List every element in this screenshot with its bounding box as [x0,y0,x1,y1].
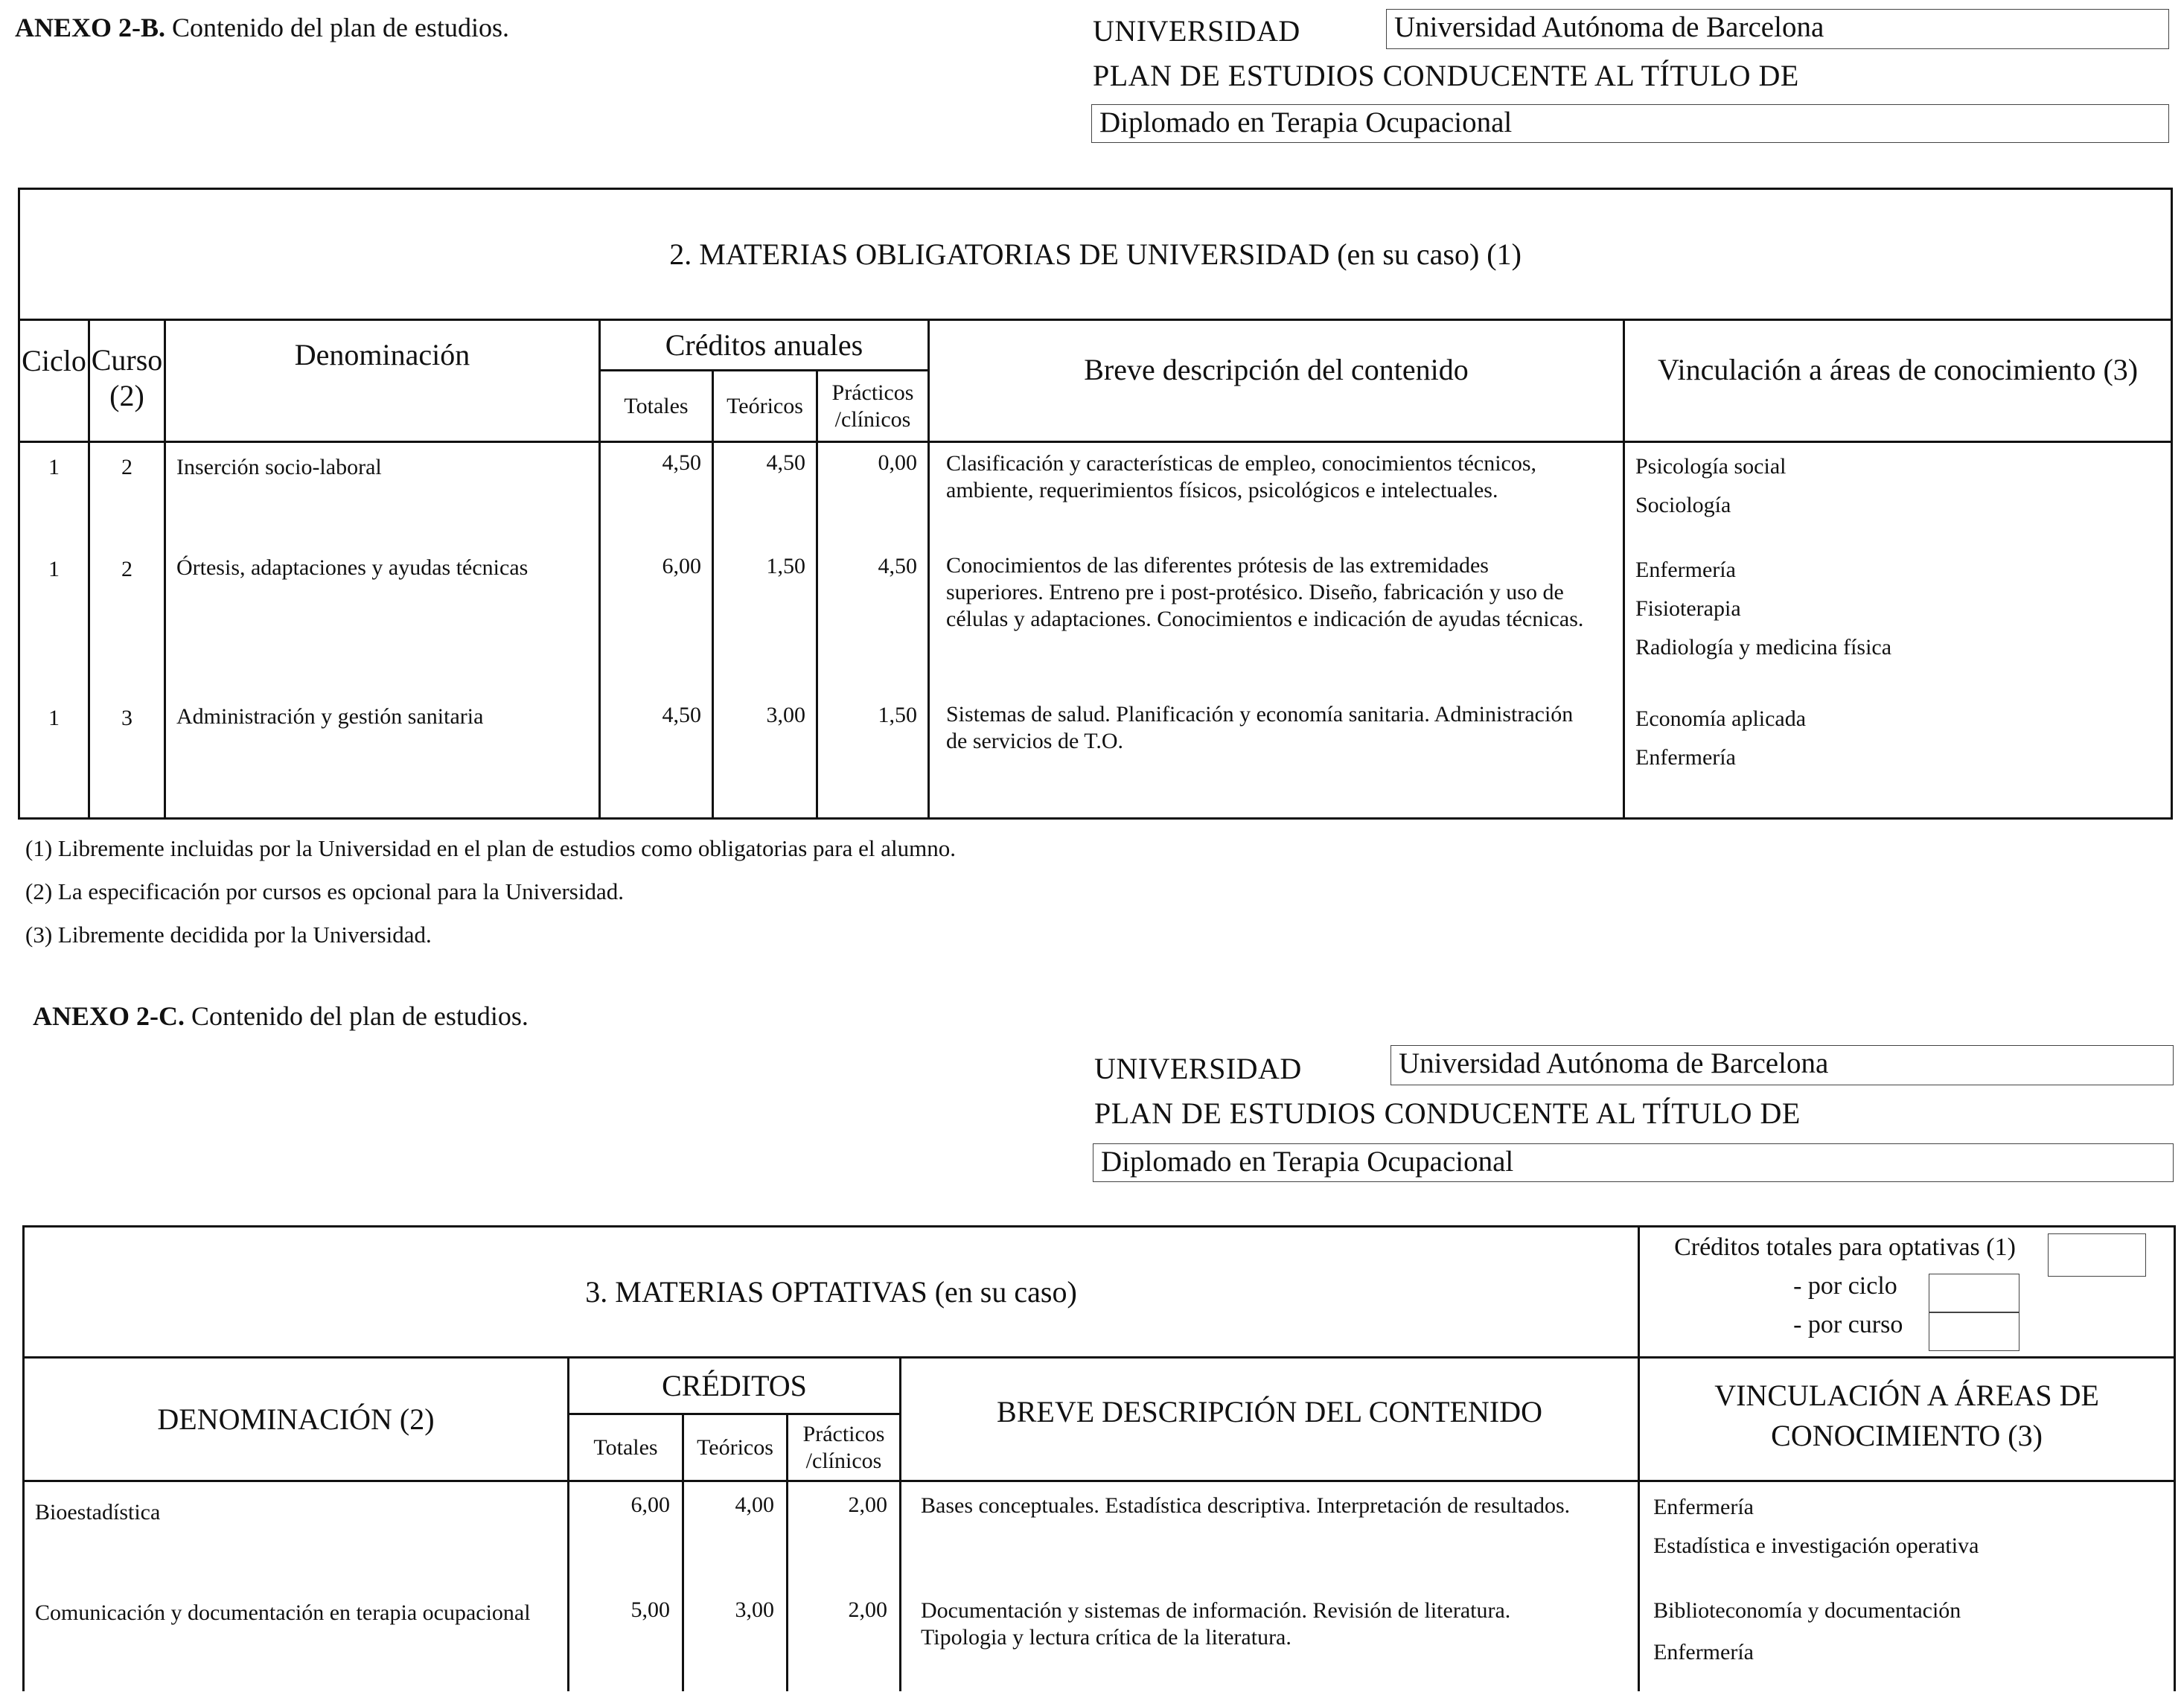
table-row [19,442,2172,551]
por-curso-input[interactable] [1929,1312,2019,1351]
row-descripcion: Conocimientos de las diferentes prótesis de las extremidades superiores. Entreno pre i post-protésico. Diseño, fabricación y uso de células y adaptaciones. Conocimientos e indicación de ayudas técnicas. [929,551,1624,700]
row-practicos: 1,50 [817,700,929,819]
anexo-c-titulo-field: Diplomado en Terapia Ocupacional [1093,1143,2174,1182]
row-areas-c: Biblioteconomía y documentación Enfermería [1639,1590,2175,1691]
row-areas-c: Enfermería Estadística e investigación operativa [1639,1481,2175,1590]
row-totales: 6,00 [600,551,713,700]
header-creditos-anuales: Créditos anuales [600,320,929,371]
row-descripcion-c: Documentación y sistemas de información. Revisión de literatura. Tipologia y lectura crítica de la literatura. [901,1590,1639,1691]
row-curso: 2 [89,551,165,700]
anexo-c-section-title: 3. MATERIAS OPTATIVAS (en su caso) [24,1227,1639,1358]
table-row [24,1590,2175,1691]
header-teoricos-c: Teóricos [683,1414,788,1481]
header-teoricos: Teóricos [713,371,817,442]
anexo-b-universidad-field: Universidad Autónoma de Barcelona [1386,9,2169,49]
row-totales-c: 6,00 [569,1481,683,1590]
row-descripcion-c: Bases conceptuales. Estadística descriptiva. Interpretación de resultados. [901,1481,1639,1590]
anexo-b-title [15,12,509,43]
row-denominacion: Administración y gestión sanitaria [165,700,600,819]
footnote-1: (1) Libremente incluidas por la Universidad en el plan de estudios como obligatorias para el alumno. [25,835,956,861]
anexo-c-universidad-label: UNIVERSIDAD [1094,1052,1302,1085]
header-vinculacion-c: VINCULACIÓN A ÁREAS DE CONOCIMIENTO (3) [1639,1358,2175,1481]
row-curso: 2 [89,442,165,551]
anexo-c-table [22,1225,2176,1691]
row-ciclo: 1 [19,700,89,819]
header-vinculacion: Vinculación a áreas de conocimiento (3) [1624,320,2172,442]
header-denominacion-c: DENOMINACIÓN (2) [24,1358,569,1481]
creditos-totales-input[interactable] [2048,1233,2146,1277]
row-ciclo: 1 [19,442,89,551]
anexo-c-title [33,1000,529,1032]
row-descripcion: Sistemas de salud. Planificación y economía sanitaria. Administración de servicios de T.O. [929,700,1624,819]
por-ciclo-label: - por ciclo [1793,1272,1897,1300]
row-areas: Economía aplicada Enfermería [1624,700,2172,819]
header-curso: Curso (2) [89,320,165,442]
row-denominacion: Órtesis, adaptaciones y ayudas técnicas [165,551,600,700]
creditos-totales-label: Créditos totales para optativas (1) [1674,1233,2016,1261]
header-ciclo: Ciclo [19,320,89,442]
anexo-b-universidad-label: UNIVERSIDAD [1093,14,1300,48]
row-totales: 4,50 [600,700,713,819]
row-practicos: 0,00 [817,442,929,551]
row-teoricos-c: 4,00 [683,1481,788,1590]
row-curso: 3 [89,700,165,819]
anexo-c-title-rest: Contenido del plan de estudios. [185,1001,529,1031]
anexo-b-titulo-field: Diplomado en Terapia Ocupacional [1091,104,2169,143]
anexo-b-title-bold: ANEXO 2-B. [15,13,166,42]
header-denominacion: Denominación [165,320,600,442]
row-denominacion-c: Comunicación y documentación en terapia ocupacional [24,1590,569,1691]
row-practicos: 4,50 [817,551,929,700]
row-denominacion: Inserción socio-laboral [165,442,600,551]
header-totales-c: Totales [569,1414,683,1481]
row-totales: 4,50 [600,442,713,551]
por-ciclo-input[interactable] [1929,1274,2019,1312]
header-totales: Totales [600,371,713,442]
row-totales-c: 5,00 [569,1590,683,1691]
header-creditos-c: CRÉDITOS [569,1358,901,1414]
row-teoricos: 1,50 [713,551,817,700]
table-row [19,551,2172,700]
row-descripcion: Clasificación y características de empleo, conocimientos técnicos, ambiente, requerimientos físicos, psicológicos e intelectuales. [929,442,1624,551]
row-practicos-c: 2,00 [788,1590,901,1691]
table-row [19,700,2172,819]
row-teoricos-c: 3,00 [683,1590,788,1691]
creditos-totales-panel [1639,1227,2175,1358]
anexo-b-title-rest: Contenido del plan de estudios. [165,13,509,42]
por-curso-label: - por curso [1793,1311,1903,1338]
anexo-b-table [18,188,2173,820]
header-practicos: Prácticos /clínicos [817,371,929,442]
anexo-b-section-title: 2. MATERIAS OBLIGATORIAS DE UNIVERSIDAD (en su caso) (1) [19,189,2172,320]
row-ciclo: 1 [19,551,89,700]
anexo-c-title-bold: ANEXO 2-C. [33,1001,185,1031]
anexo-c-universidad-field: Universidad Autónoma de Barcelona [1390,1045,2174,1085]
table-row [24,1481,2175,1590]
header-descripcion: Breve descripción del contenido [929,320,1624,442]
footnote-2: (2) La especificación por cursos es opcional para la Universidad. [25,878,624,904]
header-descripcion-c: BREVE DESCRIPCIÓN DEL CONTENIDO [901,1358,1639,1481]
row-teoricos: 4,50 [713,442,817,551]
row-denominacion-c: Bioestadística [24,1481,569,1590]
anexo-c-plan-label: PLAN DE ESTUDIOS CONDUCENTE AL TÍTULO DE [1094,1096,1801,1130]
row-areas: Enfermería Fisioterapia Radiología y medicina física [1624,551,2172,700]
anexo-b-plan-label: PLAN DE ESTUDIOS CONDUCENTE AL TÍTULO DE [1093,59,1799,92]
header-practicos-c: Prácticos /clínicos [788,1414,901,1481]
row-areas: Psicología social Sociología [1624,442,2172,551]
row-teoricos: 3,00 [713,700,817,819]
footnote-3: (3) Libremente decidida por la Universidad. [25,922,432,948]
row-practicos-c: 2,00 [788,1481,901,1590]
